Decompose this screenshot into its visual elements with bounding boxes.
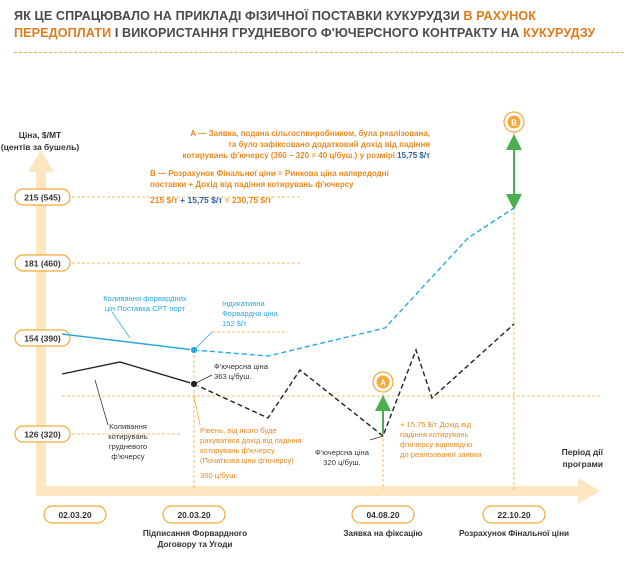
svg-text:ф'ючерсу: ф'ючерсу: [111, 452, 145, 461]
svg-text:363 ц/буш.: 363 ц/буш.: [214, 372, 252, 381]
futures-osc-leader: [95, 380, 108, 425]
svg-text:320 ц/буш.: 320 ц/буш.: [323, 458, 361, 467]
svg-text:падіння котирувань: падіння котирувань: [400, 430, 469, 439]
svg-text:Коливання: Коливання: [109, 422, 147, 431]
svg-text:Ф'ючерсна ціна: Ф'ючерсна ціна: [315, 448, 369, 457]
svg-text:котирувань ф'ючерсу (360 – 320: котирувань ф'ючерсу (360 – 320 = 40 ц/буш.) у розмірі 15,75 $/т: [182, 151, 430, 160]
x-tick-20-03: [163, 506, 225, 523]
svg-text:поставки + Дохід від падіння к: поставки + Дохід від падіння котирувань ф'ючерсу: [150, 180, 354, 189]
svg-text:02.03.20: 02.03.20: [58, 510, 92, 520]
legend-a: [182, 129, 430, 160]
event-fixation: Заявка на фіксацію: [343, 529, 423, 538]
y-tick-126: [15, 426, 70, 442]
annotation-futures-363: [214, 362, 269, 381]
event-final-price: Розрахунок Фінальної ціни: [458, 529, 570, 538]
x-axis-subtitle: програми: [562, 459, 603, 469]
svg-text:152 $/т: 152 $/т: [222, 319, 247, 328]
svg-text:до реалізованої заявки: до реалізованої заявки: [400, 450, 482, 459]
title-text-2: І ВИКОРИСТАННЯ ГРУДНЕВОГО Ф'ЮЧЕРСНОГО КОНТРАКТУ НА: [111, 26, 523, 40]
legend-b: [150, 169, 389, 205]
y-axis-subtitle: (центів за бушель): [0, 142, 80, 152]
futures-line-solid: [62, 362, 194, 384]
svg-text:котирувань: котирувань: [108, 432, 148, 441]
annotation-indicative-price: [222, 299, 279, 328]
svg-text:360 ц/буш.: 360 ц/буш.: [200, 471, 238, 480]
title-highlight-2: КУКУРУДЗУ: [522, 26, 596, 40]
svg-text:А — Заявка, подана сільгоспвир: А — Заявка, подана сільгоспвиробником, була реалізована,: [190, 129, 430, 138]
forward-price-line-solid: [62, 334, 194, 350]
svg-text:В — Розрахунок Фінальної ціни: В — Розрахунок Фінальної ціни = Ринкова ціна напередодні: [150, 169, 389, 178]
svg-text:Рівень, від якого буде: Рівень, від якого буде: [200, 426, 277, 435]
svg-text:Індикативна: Індикативна: [222, 299, 265, 308]
svg-text:22.10.20: 22.10.20: [497, 510, 531, 520]
svg-text:154 (390): 154 (390): [24, 333, 61, 344]
svg-text:+ 15,75 $/т Дохід від: + 15,75 $/т Дохід від: [400, 420, 472, 429]
y-tick-154: [15, 330, 70, 346]
forward-price-line-dashed: [194, 208, 514, 356]
svg-text:126 (320): 126 (320): [24, 429, 61, 440]
x-axis-title: Період дії: [561, 447, 603, 457]
svg-text:A: A: [380, 378, 386, 388]
title-highlight-1: В РАХУНОК ПЕРЕДОПЛАТИ: [14, 9, 537, 40]
svg-text:та було зафіксовано додатковий: та було зафіксовано додатковий дохід від падіння: [228, 140, 430, 149]
y-axis-arrowhead: [28, 150, 54, 172]
x-axis-arrowhead: [578, 478, 600, 504]
futures-320-leader: [370, 436, 383, 440]
x-tick-22-10: [483, 506, 545, 523]
svg-text:Коливання форвардних: Коливання форвардних: [103, 294, 187, 303]
svg-text:грудневого: грудневого: [108, 442, 148, 451]
indicative-leader: [194, 332, 212, 350]
y-tick-181: [15, 255, 70, 271]
svg-text:рахуватися дохід від падіння: рахуватися дохід від падіння: [200, 436, 302, 445]
annotation-start-level: [200, 426, 302, 480]
svg-text:215 (545): 215 (545): [24, 192, 61, 203]
y-tick-215: [15, 189, 70, 205]
svg-text:181 (460): 181 (460): [24, 258, 61, 269]
event-signing-line2: Договору та Угоди: [157, 540, 233, 549]
annotation-gain: [400, 420, 481, 459]
level-leader: [194, 396, 200, 425]
svg-text:ф'ючерсу відповідно: ф'ючерсу відповідно: [400, 440, 473, 449]
annotation-forward-oscillation: [103, 294, 187, 313]
futures-363-leader: [194, 375, 212, 384]
svg-text:B: B: [511, 118, 517, 128]
marker-b: [504, 112, 524, 132]
svg-text:04.08.20: 04.08.20: [366, 510, 400, 520]
marker-a: [373, 372, 393, 392]
x-tick-02-03: [44, 506, 106, 523]
svg-text:котирувань ф'ючерсу: котирувань ф'ючерсу: [200, 446, 275, 455]
svg-text:20.03.20: 20.03.20: [177, 510, 211, 520]
svg-text:215 $/т + 15,75 $/т = 230,75: 215 $/т + 15,75 $/т = 230,75 $/т: [150, 195, 272, 205]
x-tick-04-08: [352, 506, 414, 523]
event-signing-line1: Підписання Форвардного: [142, 529, 248, 538]
forward-osc-leader: [112, 312, 130, 338]
x-axis-band: [36, 486, 581, 496]
svg-text:цін Поставка CPT порт: цін Поставка CPT порт: [104, 304, 186, 313]
svg-text:Ф'ючерсна ціна: Ф'ючерсна ціна: [214, 362, 268, 371]
svg-text:Форвардна ціна: Форвардна ціна: [222, 309, 278, 318]
annotation-futures-oscillation: [108, 422, 147, 461]
annotation-futures-320: [315, 448, 370, 467]
title-text-1: ЯК ЦЕ СПРАЦЮВАЛО НА ПРИКЛАДІ ФІЗИЧНОЇ ПОСТАВКИ КУКУРУДЗИ: [14, 9, 464, 23]
y-axis-title: Ціна, $/МТ: [18, 130, 62, 140]
svg-text:(Початкова ціна ф'ючерсу): (Початкова ціна ф'ючерсу): [200, 456, 294, 465]
